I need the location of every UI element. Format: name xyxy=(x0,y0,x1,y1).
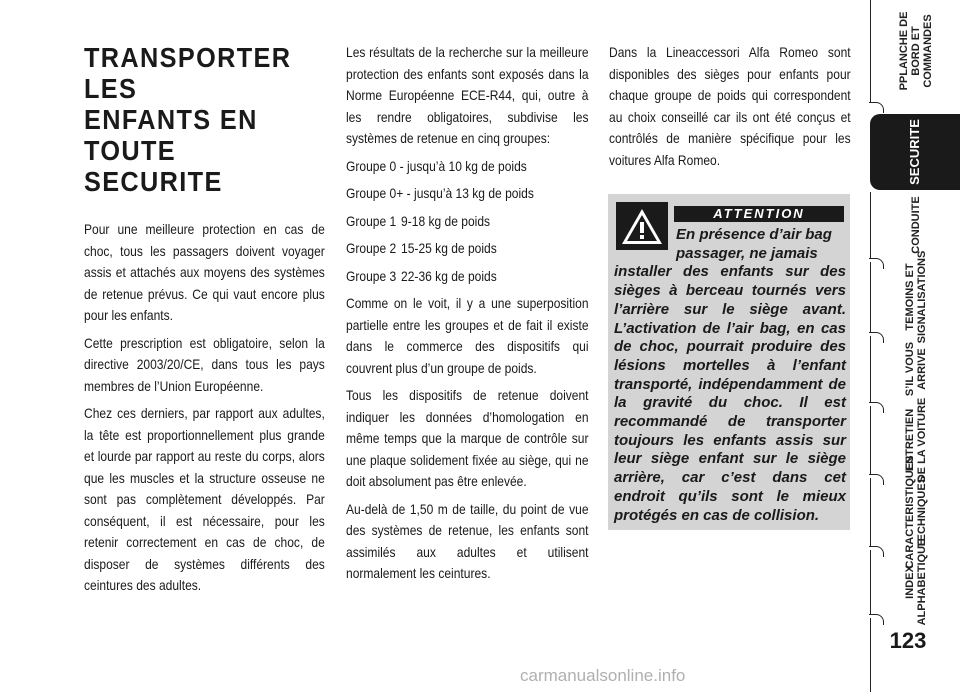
paragraph: Chez ces derniers, par rapport aux adultes, la tête est proportionnellement plus grande et lourde par rapport au reste du corps, alors que les muscles et la structure osseuse ne sont pas complètement développés. Par conséquent, il est nécessaire, pour les retenir correctement en cas de choc, de disposer de systèmes différents des ceintures des adultes. xyxy=(84,405,325,593)
warning-line: En présence d’air bag xyxy=(676,226,832,243)
tab-securite[interactable] xyxy=(870,114,960,190)
paragraph: Les résultats de la recherche sur la meilleure protection des enfants sont exposés dans la Norme Européenne ECE-R44, qui, outre à les rendre obligatoires, subdivise les systèmes de retenue en cinq groupes: xyxy=(346,44,589,146)
group-name: Groupe 3 xyxy=(346,267,397,284)
tab-conduite[interactable] xyxy=(870,192,960,258)
tab-label: S’IL VOUS ARRIVE xyxy=(904,341,928,397)
tab-label: PPLANCHE DE BORD ET COMMANDES xyxy=(898,11,934,91)
page-title xyxy=(84,42,337,197)
paragraph: Tous les dispositifs de retenue doivent indiquer les données d’homologation en même temps que la marque de contrôle sur une plaque solidement fixée au siège, qui ne doit absolument pas être enlevée. xyxy=(346,387,589,489)
paragraph: Cette prescription est obligatoire, selon la directive 2003/20/CE, dans tous les pays membres de l’Union Européenne. xyxy=(84,334,325,394)
warning-text xyxy=(614,226,846,525)
paragraph: Dans la Lineaccessori Alfa Romeo sont disponibles des sièges pour enfants pour chaque groupe de poids qui correspondent au choix conseillé car ils ont été conçus et contrôlés de manière spécifique pour les voitures Alfa Romeo. xyxy=(609,44,851,168)
column-middle xyxy=(346,42,589,591)
group-row xyxy=(346,156,589,178)
group-row xyxy=(346,211,589,233)
page-number: 123 xyxy=(889,628,927,653)
group-weight: 9-18 kg de poids xyxy=(401,212,491,229)
title-line: TRANSPORTER LES xyxy=(84,42,292,104)
tab-label: TEMOINS ET SIGNALISATIONS xyxy=(904,250,928,344)
paragraph: Pour une meilleure protection en cas de choc, tous les passagers doivent voyager assis et attachés aux moyens des systèmes de retenue prévus. Ce qui vaut encore plus pour les enfants. xyxy=(84,221,325,323)
tab-divider xyxy=(869,102,884,113)
group-name: Groupe 0 xyxy=(346,157,397,174)
tab-temoins[interactable] xyxy=(870,250,960,344)
title-line: SECURITE xyxy=(84,166,223,197)
group-weight: - jusqu’à 13 kg de poids xyxy=(406,185,534,201)
paragraph: Au-delà de 1,50 m de taille, du point de vue des systèmes de retenue, les enfants sont assimilés aux adultes et utilisent normalement les ceintures. xyxy=(346,500,589,581)
warning-box xyxy=(608,194,850,530)
tab-sil-vous-arrive[interactable] xyxy=(870,336,960,402)
tab-label: CONDUITE xyxy=(910,196,922,254)
title-line: ENFANTS EN TOUTE xyxy=(84,104,258,166)
tab-index[interactable] xyxy=(870,538,960,626)
tab-label: CARACTERISTIQUES TECHNIQUES xyxy=(904,455,928,569)
paragraph: Comme on le voit, il y a une superposition partielle entre les groupes et de fait il existe dans le commerce des dispositifs qui couvrent plus d’un groupe de poids. xyxy=(346,295,589,376)
tab-label: INDEX ALPHABETIQUE xyxy=(904,538,928,626)
group-weight: - jusqu’à 10 kg de poids xyxy=(399,157,527,174)
warning-body: installer des enfants sur des sièges à berceau tournés vers l’arrière sur le siège avant. L’activation de l’air bag, en cas de choc, pourrait produire des lésions mortelles à l’enfant transporté, indépendamment de la gravité du choc. Il est recommandé de transporter toujours les enfants assis sur leur siège enfant sur le siège arrière, car c’est dans cet endroit qu’ils sont le mieux protégés en cas de collision. xyxy=(614,263,846,524)
chapter-sidebar xyxy=(870,0,960,692)
watermark: carmanualsonline.info xyxy=(520,666,686,685)
column-right xyxy=(609,42,851,177)
group-row xyxy=(346,238,589,260)
group-row xyxy=(346,266,589,288)
warning-line: passager, ne jamais xyxy=(676,244,818,262)
group-weight: 22-36 kg de poids xyxy=(401,267,497,284)
attention-badge: ATTENTION xyxy=(674,206,844,222)
group-name: Groupe 1 xyxy=(346,212,397,229)
group-row xyxy=(346,183,589,205)
tab-label: SECURITE xyxy=(907,119,922,185)
group-weight: 15-25 kg de poids xyxy=(401,240,497,256)
group-name: Groupe 0+ xyxy=(346,185,404,201)
tab-planche-de-bord[interactable] xyxy=(870,0,960,102)
group-name: Groupe 2 xyxy=(346,240,397,256)
tab-caracteristiques[interactable] xyxy=(870,455,960,569)
tab-label: ENTRETIEN DE LA VOITURE xyxy=(904,397,928,483)
column-left xyxy=(84,42,325,603)
